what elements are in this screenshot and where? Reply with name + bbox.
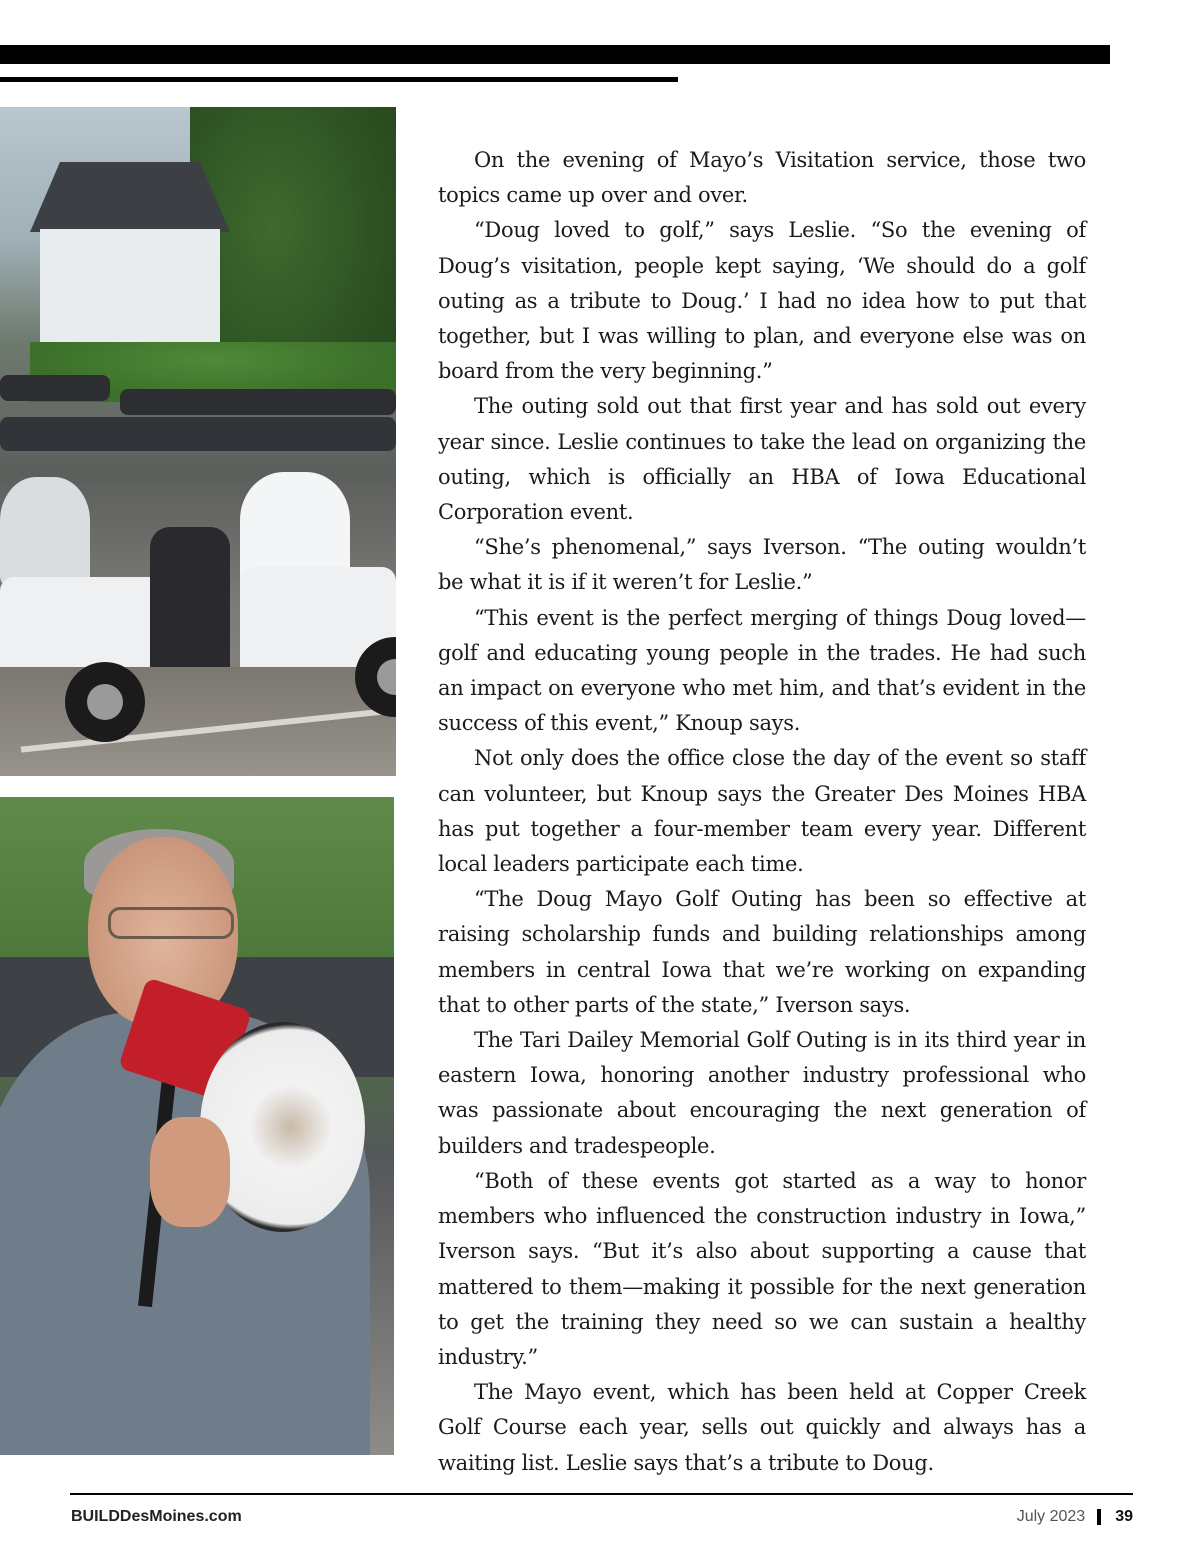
paragraph: “The Doug Mayo Golf Outing has been so effective at raising scholarship funds and building relationships among members in central Iowa that we’re working on expanding that to other parts of the state,” Iverson says. [438, 887, 1086, 1017]
photo-golf-carts [0, 107, 396, 776]
page-number: 39 [1115, 1508, 1133, 1525]
photo-man-megaphone [0, 797, 394, 1455]
paragraph: On the evening of Mayo’s Visitation service, those two topics came up over and over. [438, 148, 1086, 208]
header-bar-thick [0, 45, 1110, 64]
footer-issue-info [1017, 1508, 1133, 1526]
article-body [438, 143, 1086, 1481]
footer-separator [1097, 1509, 1101, 1525]
paragraph: The Tari Dailey Memorial Golf Outing is in its third year in eastern Iowa, honoring another industry professional who was passionate about encouraging the next generation of builders and tradespeople. [438, 1028, 1086, 1158]
paragraph: “This event is the perfect merging of things Doug loved—golf and educating young people in the trades. He had such an impact on everyone who met him, and that’s evident in the success of this event,” Knoup says. [438, 605, 1086, 736]
paragraph: “Both of these events got started as a way to honor members who influenced the construction industry in Iowa,” Iverson says. “But it’s also about supporting a cause that mattered to them—making it possible for the next generation to get the training they need so we can sustain a healthy industry.” [438, 1168, 1086, 1369]
paragraph: The Mayo event, which has been held at Copper Creek Golf Course each year, sells out quickly and always has a waiting list. Leslie says that’s a tribute to Doug. [438, 1380, 1086, 1475]
paragraph: “She’s phenomenal,” says Iverson. “The outing wouldn’t be what it is if it weren’t for Leslie.” [438, 535, 1086, 595]
header-bar-thin [0, 77, 678, 82]
footer-issue-date: July 2023 [1016, 1508, 1086, 1525]
footer-site-name: BUILDDesMoines.com [71, 1508, 242, 1525]
footer-rule [70, 1493, 1133, 1495]
paragraph: Not only does the office close the day of the event so staff can volunteer, but Knoup says the Greater Des Moines HBA has put together a four-member team every year. Different local leaders participate each time. [438, 746, 1086, 877]
paragraph: “Doug loved to golf,” says Leslie. “So the evening of Doug’s visitation, people kept saying, ‘We should do a golf outing as a tribute to Doug.’ I had no idea how to put that together, but I was willing to plan, and everyone else was on board from the very beginning.” [438, 218, 1086, 384]
paragraph: The outing sold out that first year and has sold out every year since. Leslie continues to take the lead on organizing the outing, which is officially an HBA of Iowa Educational Corporation event. [438, 394, 1086, 525]
